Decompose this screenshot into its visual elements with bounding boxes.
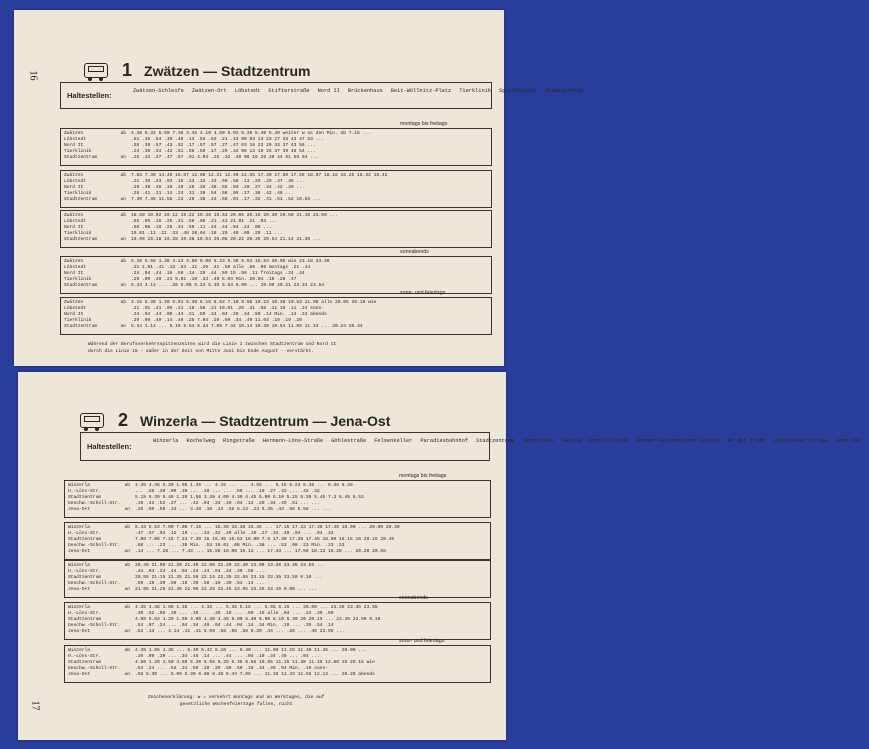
timetable-block <box>64 645 491 683</box>
footnote: Während der Berufsverkehrsspitzenzeiten wird die Linie 1 zwischen Stadtzentrum und Nord II durch die Linie 15 - außer in der Zeit von Mitte Juni bis Ende August - verstärkt. <box>88 342 337 354</box>
times-row: .59 .19 .39 .59 .19 .39 .59 .19 .39 .54 .14 ... <box>135 580 265 586</box>
stop-row-label: Tierklinik <box>64 230 92 236</box>
times-row: .21 1.01 .41 .13 .53 .11 .26 .41 .56 alle .56 .08 montags .21 .44 <box>131 264 311 270</box>
times-row: .08 ... .23 ... .38 Min. .53 16.01 .08 Min. .38 ... .53 .08 .23 Min. .23 .53 <box>135 542 345 548</box>
route-title: Zwätzen — Stadtzentrum <box>144 62 311 79</box>
timetable-block <box>60 170 492 208</box>
stop-column <box>68 483 130 513</box>
stops-list <box>133 86 584 96</box>
tram-icon <box>80 413 104 428</box>
stop-row-label: Löbstedt <box>64 136 87 142</box>
times-row: 5.15 5.39 5.48 1.20 1.50 3.38 4.00 4.30 4.45 5.00 5.10 5.25 5.30 5.45 7.3 6.45 6.53 <box>135 494 364 500</box>
times-row: 4.35 4.48 5.20 1.05 1.35 ... 4.15 ... ... 4.55 ... 5.15 5.23 5.38 ... 6.38 6.28 <box>135 483 353 488</box>
stop-row-label: Zwätzen ab <box>64 131 126 136</box>
timetable-block <box>64 560 491 598</box>
timetable-block <box>64 480 491 518</box>
stop-row-label: H.-Löns-Str. <box>68 530 102 536</box>
stop-row-label: Stadtzentrum <box>68 574 102 580</box>
stop-row-label: Tierklinik <box>64 276 92 282</box>
stop-row-label: Stadtzentrum an <box>64 196 126 202</box>
stop-row-label: Winzerla ab <box>68 605 130 610</box>
footnote: Zeichenerklärung: w = verkehrt montags und an Werktagen, die auf gesetzliche Wochenfeiertage fallen, nicht <box>148 695 325 707</box>
timetable-block <box>60 128 492 166</box>
stop-row-label: H.-Löns-Str. <box>68 653 102 659</box>
stop-name: Löbichauer Straße <box>773 438 828 444</box>
page-number: 16 <box>27 70 39 81</box>
times-row: .39 .52 .09 .39 ... .19 ... .39 .19 ... .59 .19 alle .04 ... .24 .39 .59 <box>135 610 334 616</box>
times-row: 4.15 5.30 1.30 5.01 5.30 6.15 6.53 7.10 9.50 10.23 10.30 10.53 11.08 alle 20.05 20.10 wie <box>131 300 377 305</box>
times-row: 4.50 1.20 1.50 4.50 5.20 5.55 6.25 6.35 6.55 10.55 11.15 11.30 11.45 12.00 15 20.15 wie <box>135 659 375 665</box>
times-row: .21 .38 .43 .03 .16 .23 .32 .43 .50 .58 .13 .20 .29 .37 .45 ... <box>131 178 305 184</box>
stop-row-label: H.-Löns-Str. <box>68 610 102 616</box>
times-row: 4.35 1.05 1.35 ... 5.30 5.42 6.10 ... 6.40 ... 11.00 11.15 11.30 11.45 ... 20.00 ... <box>135 648 367 653</box>
stop-name: Ringstraße <box>223 438 255 444</box>
times-row: .29 .09 .49 .14 .49 .26 7.04 .29 .09 .34 .49 11.04 .19 .19 .29 <box>131 317 302 323</box>
times-row: .54 .24 ... .54 .24 .59 .29 .39 .59 .59 .19 .34 .49 .04 Min. .19 sonn- <box>135 665 328 671</box>
times-row: .29 .09 .49 .21 5.01 .19 .34 .49 6.04 Min. 20.04 .16 .29 .47 <box>131 276 297 282</box>
schedule-caption: montags bis freitags <box>399 473 447 479</box>
schedule-caption: sonnabends <box>400 249 429 255</box>
stop-row-label: Geschw.-Scholl-Str. <box>68 665 121 671</box>
stop-row-label: Winzerla ab <box>68 525 130 530</box>
line-number: 2 <box>118 410 129 430</box>
times-grid <box>131 173 488 203</box>
stop-row-label: Geschw.-Scholl-Str. <box>68 542 121 548</box>
stop-row-label: Löbstedt <box>64 178 87 184</box>
stop-row-label: Löbstedt <box>64 264 87 270</box>
timetable-block <box>60 256 492 294</box>
stop-row-label: H.-Löns-Str. <box>68 568 102 574</box>
times-row: 5.34 4.14 ... .26 5.06 5.24 5.39 5.54 6.09 ... 20.09 20.21 23.34 23.54 <box>131 282 324 288</box>
stops-box <box>60 82 584 109</box>
times-row: .29 .36 .46 .10 .19 .28 .36 .48 .55 .03 .20 .27 .34 .42 .49 ... <box>131 184 305 190</box>
stop-name: Werner-Seelenbinder-Schule <box>636 438 720 444</box>
stop-row-label: Stadtzentrum an <box>64 282 126 288</box>
stop-name: Tierklinik <box>459 88 492 94</box>
stop-name: Beit-Wöllnitz-Platz <box>390 88 452 94</box>
stop-name: An der Trebe <box>727 438 766 444</box>
times-grid <box>131 259 488 289</box>
page-number: 17 <box>29 700 41 711</box>
schedule-caption: sonnabends <box>399 595 428 601</box>
times-grid <box>131 131 488 161</box>
stop-name: Jena-Ost <box>835 438 862 444</box>
times-row: 5.34 1.14 ... 5.19 5.54 6.34 7.09 7.34 10.14 10.39 10.54 11.09 11.24 ... 20.24 20.34 <box>131 323 363 329</box>
stop-row-label: Stadtzentrum <box>68 494 102 500</box>
stop-name: Löbstedt <box>234 88 261 94</box>
times-row: 5.10 5.58 1.38 4.13 4.50 5.08 5.23 5.38 5.53 15.53 20.05 wie 23.18 23.30 <box>131 259 330 264</box>
stops-list <box>153 436 862 446</box>
times-row: .26 .41 .11 .14 .24 .31 .38 .54 .56 .05 .27 .36 .42 .48 ... <box>131 190 294 196</box>
stop-row-label: Löbstedt <box>64 218 87 224</box>
stop-row-label: Winzerla ab <box>68 483 130 488</box>
stop-row-label: Jena-Ost an <box>68 506 130 512</box>
stop-name: Brückenhaus <box>347 88 383 94</box>
times-grid <box>131 213 488 243</box>
times-grid <box>131 300 488 330</box>
line-number: 1 <box>122 60 133 80</box>
stop-name: Zwätzen-Ort <box>191 88 227 94</box>
times-grid <box>135 605 487 635</box>
stop-name: Kochelweg <box>186 438 216 444</box>
timetable-block <box>64 522 491 560</box>
times-grid <box>135 525 487 555</box>
times-row: .53 .13 ... 4.14 .11 .41 5.08 .58 .56 .58 5.30 .44 ... .26 ... .46 23.55 ... <box>135 628 345 634</box>
stop-row-label: Zwätzen ab <box>64 300 126 305</box>
stop-row-label: Geschw.-Scholl-Str. <box>68 622 121 628</box>
times-row: 7.53 7.30 14.40 16.07 12.08 12.21 12.40 12.55 17.40 17.50 17.59 18.07 18.16 18.25 18.32 18.42 <box>131 173 388 178</box>
times-row: .24 .04 .44 .09 .44 .21 .59 .24 .04 .29 .44 .59 .14 Min. .14 .24 abends <box>131 311 327 317</box>
times-row: .24 .30 .34 .42 .51 .56 .59 .17 .29 .34 06 13 19 26 37 39 46 54 ... <box>131 148 316 154</box>
line-header <box>80 410 390 431</box>
times-row: 19.01 .11 .21 .33 .48 20.04 .16 .29 .49 .09 .29 .11 ... <box>131 230 283 236</box>
timetable-page-bottom <box>18 372 862 740</box>
stop-name: Stadtzentrum <box>545 88 584 94</box>
stop-column <box>64 259 126 289</box>
stop-row-label: Nord II <box>64 184 84 190</box>
stop-name: Winzerla <box>153 438 179 444</box>
stop-column <box>64 173 126 203</box>
stop-row-label: Zwätzen ab <box>64 259 126 264</box>
times-grid <box>135 563 487 593</box>
stop-row-label: Geschw.-Scholl-Str. <box>68 500 121 506</box>
stop-row-label: Geschw.-Scholl-Str. <box>68 580 121 586</box>
times-row: 21.05 21.25 21.45 22.05 22.25 22.45 23.05 23.25 23.45 0.00 ... ... <box>135 586 317 592</box>
times-row: .44 .04 .24 .44 .04 .24 .44 .04 .24 .39 .59 ... <box>135 568 265 574</box>
stop-column <box>64 131 126 161</box>
route-title: Winzerla — Stadtzentrum — Jena-Ost <box>140 412 391 429</box>
times-row: .39 .09 .39 ... .34 .46 .14 ... .44 ... .04 .19 .34 .49 ... .04 ... <box>135 653 320 659</box>
stop-row-label: Stadtzentrum an <box>64 236 126 242</box>
stop-column <box>68 605 130 635</box>
times-row: 18.50 19.02 19.12 19.22 19.38 19.53 20.05 20.16 20.30 20.50 21.10 23.50 ... <box>131 213 338 218</box>
stop-column <box>68 525 130 555</box>
times-row: .21 .01 .41 .06 .41 .18 .56 .21 10.01 .26 .41 .56 .11 15 .11 .24 sonn- <box>131 305 324 311</box>
stops-box <box>80 432 862 461</box>
stop-row-label: Jena-Ost an <box>68 671 130 677</box>
times-row: 6.43 6.53 7.00 7.08 7.15 ... 15.30 15.38 15.45 ... 17.15 17.23 17.30 17.45 18.00 ... 20.00 20.30 <box>135 525 400 530</box>
times-grid <box>135 648 487 678</box>
times-row: 4.48 5.32 5.50 7.38 3.45 4.10 4.50 5.03 5.35 5.40 5.40 weiter w as den Min. ab 7.15 ... <box>131 131 371 136</box>
line-header <box>84 60 310 81</box>
stop-row-label: H.-Löns-Str. <box>68 488 102 494</box>
times-grid <box>135 483 487 513</box>
times-row: 4.50 5.03 1.20 1.50 4.00 4.30 4.45 5.00 5.40 6.00 6.10 6.30 20 20.15 ... 23.35 23.50 0.10 <box>135 616 381 622</box>
stop-column <box>68 563 130 593</box>
stop-name: Stadtzentrum <box>476 438 515 444</box>
stop-row-label: Winzerla ab <box>68 648 130 653</box>
stop-column <box>68 648 130 678</box>
stop-row-label: Jena-Ost an <box>68 586 130 592</box>
stop-row-label: Zwätzen ab <box>64 173 126 178</box>
stop-column <box>64 300 126 330</box>
stop-row-label: Tierklinik <box>64 317 92 323</box>
stop-row-label: Jena-Ost an <box>68 628 130 634</box>
times-row: .58 .08 .18 .28 .44 .59 .11 .24 .44 .04 .24 .06 ... <box>131 224 272 230</box>
times-row: .58 5.30 ... 5.00 5.30 6.08 6.38 6.44 7.06 ... 11.28 11.43 11.58 12.13 ... 20.28 abends <box>135 671 375 677</box>
times-row: ... .28 .30 .09 .39 ... .19 ... ... .59 ... .19 .27 .42 ... .42 .32 <box>135 488 320 494</box>
stops-label: Haltestellen: <box>67 90 112 100</box>
schedule-caption: sonn- und feiertags <box>399 638 445 644</box>
stop-name: Jenastraße <box>522 438 555 444</box>
stop-row-label: Tierklinik <box>64 148 92 154</box>
times-row: 20.40 21.00 21.20 21.40 22.00 22.20 22.40 23.00 23.20 23.35 23.55 ... <box>135 563 326 568</box>
stop-row-label: Stadtzentrum an <box>64 154 126 160</box>
times-row: .55 .05 .15 .25 .41 .56 .08 .21 .41 21.01 .21 .03 ... <box>131 218 278 224</box>
stop-row-label: Stadtzentrum an <box>64 323 126 329</box>
times-row: 7.00 7.08 7.15 7.23 7.30 15 15.45 15.53 16.00 7.5 17.30 17.38 17.45 18.00 18.15 15 20.15 20.45 <box>135 536 395 542</box>
schedule-caption: sonn- und feiertags <box>400 290 446 296</box>
times-row: .14 ... 7.28 ... 7.43 ... 15.58 16.06 16.13 ... 17.43 ... 17.58 18.13 18.28 ... 20.28 20.58 <box>135 548 386 554</box>
stop-name: Felsenkeller <box>374 438 413 444</box>
tram-icon <box>84 63 108 78</box>
stop-column <box>64 213 126 243</box>
stop-name: Hermann-Löns-Straße <box>262 438 324 444</box>
times-row: 7.30 7.46 11.58 .23 .29 .38 .43 .58 .01 .17 .32 .41 .51 .52 18.58 ... <box>131 196 322 202</box>
stop-name: Göhlestraße <box>331 438 367 444</box>
stop-row-label: Zwätzen ab <box>64 213 126 218</box>
stop-row-label: Nord II <box>64 311 84 317</box>
stop-name: Zwätzen-Schleife <box>133 88 184 94</box>
stop-row-label: Tierklinik <box>64 190 92 196</box>
stop-row-label: Stadtzentrum <box>68 659 102 665</box>
stop-row-label: Winzerla ab <box>68 563 130 568</box>
stop-name: Spittelplatz <box>499 88 538 94</box>
times-row: 4.35 4.48 1.05 1.35 ... 4.15 ... 5.35 5.15 ... 5.55 6.15 ... 20.00 ... 23.20 23.35 23.55 <box>135 605 378 610</box>
timetable-page-top <box>14 10 584 366</box>
times-row: .55 .39 .57 .43 .52 .17 .57 .57 .27 .47 03 16 23 29 33 37 43 56 ... <box>131 142 316 148</box>
stop-name: Stifterstraße <box>268 88 310 94</box>
stops-label: Haltestellen: <box>87 441 132 451</box>
times-row: .19 .43 .52 .27 ... .42 .04 .34 .49 .04 .14 .29 .34 .49 .51 ... ... <box>135 500 320 506</box>
times-row: .47 .57 .04 .12 .19 ... .34 .42 .49 alle .19 .27 .34 .49 .04 ... .04 .34 <box>135 530 334 536</box>
timetable-block <box>60 210 492 248</box>
stop-row-label: Jena-Ost an <box>68 548 130 554</box>
times-row: .24 .04 .44 .16 .56 .14 .29 .44 .59 15 .59 .11 freitags .24 .44 <box>131 270 305 276</box>
schedule-caption: montags bis freitags <box>400 121 448 127</box>
stop-row-label: Nord II <box>64 270 84 276</box>
stop-row-label: Stadtzentrum <box>68 616 102 622</box>
stop-row-label: Nord II <box>64 224 84 230</box>
timetable-block <box>64 602 491 640</box>
times-row: 20.55 21.15 21.35 21.55 22.15 22.35 22.55 23.15 23.35 23.50 0.10 ... <box>135 574 323 580</box>
stop-name: Paradiesbahnhof <box>420 438 469 444</box>
times-row: .51 .35 .54 .39 .48 .13 .53 .53 .21 .43 00 03 13 23 27 33 43 47 53 ... <box>131 136 324 142</box>
stop-name: Nord II <box>317 88 340 94</box>
timetable-block <box>60 297 492 335</box>
stop-row-label: Nord II <box>64 142 84 148</box>
times-row: .54 .07 .24 ... .04 .34 .49 .04 .44 .04 .14 .34 Min. .19 ... .39 .54 .14 <box>135 622 334 628</box>
stop-name: Geschw.-Scholl-Straße <box>562 438 629 444</box>
times-row: .26 .50 .59 .33 ... 3.48 .10 .43 .58 5.13 .23 5.35 .43 .58 5.58 ... ... <box>135 506 331 512</box>
stop-row-label: Stadtzentrum <box>68 536 102 542</box>
stop-row-label: Löbstedt <box>64 305 87 311</box>
times-row: 19.08 19.18 19.28 19.38 19.54 20.08 20.22 20.36 20.54 21.14 21.36 ... <box>131 236 322 242</box>
times-row: .25 .33 .37 .47 .57 .01 4.04 .25 .32 .40 08 16 26 39 44 51 58 04 ... <box>131 154 319 160</box>
